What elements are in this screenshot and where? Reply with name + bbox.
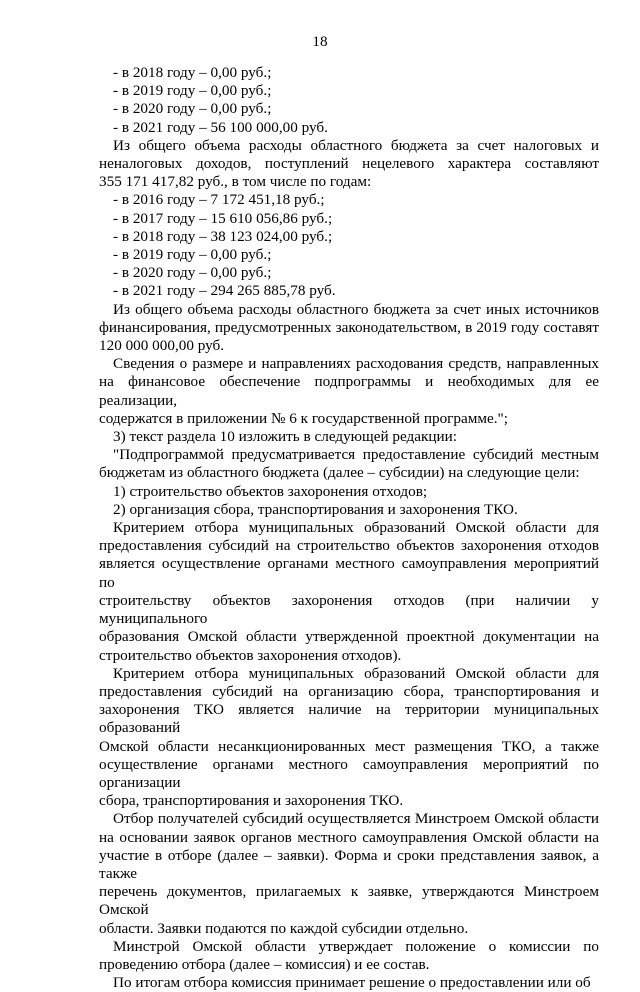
list-item: 2) организация сбора, транспортирования и захоронения ТКО. [113, 500, 518, 518]
list-item: 3) текст раздела 10 изложить в следующей редакции: [113, 428, 457, 446]
paragraph-line: Омской области несанкционированных мест размещения ТКО, а также [99, 737, 599, 755]
paragraph-line: финансирования, предусмотренных законодательством, в 2019 году составят [99, 318, 599, 336]
paragraph [99, 301, 599, 356]
paragraph [99, 938, 599, 974]
paragraph-line: на финансовое обеспечение подпрограммы и необходимых для ее реализации, [99, 373, 599, 409]
list-item: - в 2019 году – 0,00 руб.; [113, 82, 272, 100]
page-number: 18 [312, 33, 328, 50]
paragraph-line: Отбор получателей субсидий осуществляется Минстроем Омской области [113, 810, 599, 828]
paragraph-line: сбора, транспортирования и захоронения ТКО. [99, 792, 404, 810]
paragraph-line: По итогам отбора комиссия принимает решение о предоставлении или об [113, 974, 591, 992]
paragraph-line: захоронения ТКО является наличие на территории муниципальных образований [99, 701, 599, 737]
paragraph-line: 120 000 000,00 руб. [99, 337, 225, 355]
paragraph-line: строительству объектов захоронения отходов (при наличии у муниципального [99, 591, 599, 628]
paragraph-line: является осуществление органами местного самоуправления мероприятий по [99, 555, 599, 591]
list-item: - в 2016 году – 7 172 451,18 руб.; [113, 191, 325, 209]
paragraph-line: Критерием отбора муниципальных образований Омской области для [113, 519, 599, 537]
paragraph-line: 355 171 417,82 руб., в том числе по годам: [99, 173, 372, 191]
document-body [99, 64, 599, 992]
paragraph-line: области. Заявки подаются по каждой субсидии отдельно. [99, 919, 469, 937]
paragraph-line: предоставления субсидий на строительство объектов захоронения отходов [99, 537, 599, 555]
list-item: - в 2018 году – 38 123 024,00 руб.; [113, 227, 333, 245]
paragraph [99, 665, 599, 811]
paragraph-line: предоставления субсидий на организацию сбора, транспортирования и [99, 682, 599, 700]
list-item: - в 2021 году – 56 100 000,00 руб. [113, 118, 328, 136]
paragraph [99, 519, 599, 665]
list-item: - в 2020 году – 0,00 руб.; [113, 264, 272, 282]
paragraph-line: Минстрой Омской области утверждает положение о комиссии по [113, 937, 599, 955]
paragraph-line: неналоговых доходов, поступлений нецелевого характера составляют [99, 155, 599, 173]
paragraph-line: строительство объектов захоронения отходов). [99, 646, 402, 664]
paragraph-line: Критерием отбора муниципальных образований Омской области для [113, 664, 599, 682]
paragraph [99, 974, 599, 992]
paragraph-line: проведению отбора (далее – комиссия) и ее состав. [99, 955, 430, 973]
list-item: - в 2021 году – 294 265 885,78 руб. [113, 282, 336, 300]
list-item: - в 2018 году – 0,00 руб.; [113, 64, 272, 81]
paragraph-line: "Подпрограммой предусматривается предоставление субсидий местным [113, 446, 599, 464]
paragraph-line: Сведения о размере и направлениях расходования средств, направленных [113, 355, 599, 373]
paragraph-line: на основании заявок органов местного самоуправления Омской области на [99, 828, 599, 846]
list-item: 1) строительство объектов захоронения отходов; [113, 482, 428, 500]
paragraph-line: осуществление органами местного самоуправления мероприятий по организации [99, 755, 599, 791]
paragraph-line: перечень документов, прилагаемых к заявке, утверждаются Минстроем Омской [99, 883, 599, 919]
paragraph-line: Из общего объема расходы областного бюджета за счет налоговых и [113, 136, 599, 154]
paragraph-line: Из общего объема расходы областного бюджета за счет иных источников [113, 300, 599, 318]
list-item: - в 2017 году – 15 610 056,86 руб.; [113, 209, 333, 227]
list-item: - в 2020 году – 0,00 руб.; [113, 100, 272, 118]
paragraph [99, 137, 599, 192]
paragraph-line: содержатся в приложении № 6 к государственной программе."; [99, 409, 508, 427]
paragraph-line: бюджетам из областного бюджета (далее – субсидии) на следующие цели: [99, 464, 580, 482]
paragraph [99, 810, 599, 937]
list-item: - в 2019 году – 0,00 руб.; [113, 246, 272, 264]
paragraph [99, 446, 599, 482]
paragraph-line: участие в отборе (далее – заявки). Форма и сроки представления заявок, а также [99, 846, 599, 882]
paragraph [99, 355, 599, 428]
paragraph-line: образования Омской области утвержденной проектной документации на [99, 628, 599, 646]
